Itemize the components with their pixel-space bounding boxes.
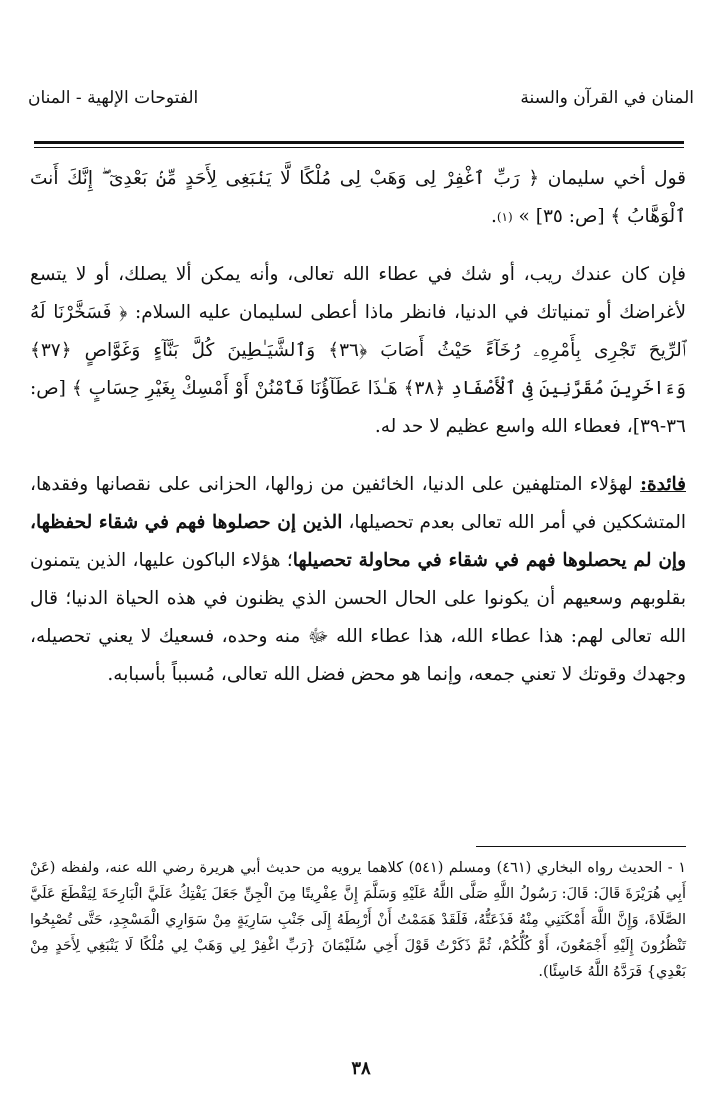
p2-text: فإن كان عندك ريب، أو شك في عطاء الله تعالى، وأنه يمكن ألا يصلك، أو لا يتسع لأغراضك أو تمنياتك في الدنيا، فانظر ماذا أعطى لسليمان عليه السلام: [30,264,687,323]
paragraph-1 [30,160,686,236]
footnote-1 [30,855,686,985]
footnote-1-line1: ١ - الحديث رواه البخاري (٤٦١) ومسلم (٥٤١) كلاهما يرويه من حديث أبي هريرة رضي الله عنه، ولفظه [60,860,687,876]
verse-ref-2: [ص: ٣٦-٣٩] [30,378,686,437]
header-book-title: المنان في القرآن والسنة [520,88,694,108]
benefit-label: فائدة: [640,474,686,495]
page-number: ٣٨ [351,1058,371,1079]
paragraph-3 [30,466,686,694]
quran-verse-1: ﴿ رَبِّ ٱغْفِرْ لِى وَهَبْ لِى مُلْكًا لَّا يَنۢبَغِى لِأَحَدٍ مِّنۢ بَعْدِىٓ ۖ إِنَّكَ أَنتَ ٱلْوَهَّابُ ﴾ [30,168,686,227]
p3-text-2: ؛ هؤلاء الباكون عليها، الذين يتمنون بقلوبهم وسعيهم أن يكونوا على الحال الحسن الذي يظنون في هذه الحياة الدنيا؛ قال الله تعالى لهم: هذا عطاء الله، هذا عطاء الله ﷻ منه وحده، فسعيك لا يعني تحصيله، وجهدك وقوتك لا تعني جمعه، وإنما هو محض فضل الله تعالى، مُسبباً بأسبابه. [30,550,686,685]
paragraph-2 [30,256,686,446]
verse-ref-1: [ص: ٣٥] » [518,206,611,227]
header-chapter-title: الفتوحات الإلهية - المنان [28,88,199,108]
footnote-1-hadith: (عَنْ أَبِي هُرَيْرَةَ قَالَ: قَالَ: رَسُولُ اللَّهِ صَلَّى اللَّهُ عَلَيْهِ وَسَلَّمَ إِنَّ عِفْرِيتًا مِنَ الْجِنِّ جَعَلَ يَفْتِكُ عَلَيَّ الْبَارِحَةَ لِيَقْطَعَ عَلَيَّ الصَّلَاةَ، وَإِنَّ اللَّهَ أَمْكَنَنِي مِنْهُ فَذَعَتُّهُ، فَلَقَدْ هَمَمْتُ أَنْ أَرْبِطَهُ إِلَى جَنْبِ سَارِيَةٍ مِنْ سَوَارِي الْمَسْجِدِ، حَتَّى تُصْبِحُوا تَنْظُرُونَ إِلَيْهِ أَجْمَعُونَ، أَوْ كُلُّكُمْ، ثُمَّ ذَكَرْتُ قَوْلَ أَخِي سُلَيْمَانَ {رَبِّ اغْفِرْ لِي وَهَبْ لِي مُلْكًا لَا يَنْبَغِي لِأَحَدٍ مِنْ بَعْدِي} فَرَدَّهُ اللَّهُ خَاسِئًا). [30,860,686,980]
p3-bold-text: الذين إن حصلوها فهم في شقاء لحفظها، وإن لم يحصلوها فهم في شقاء في محاولة تحصيلها [30,512,686,571]
quran-verse-2: ﴿ فَسَخَّرْنَا لَهُ ٱلرِّيحَ تَجْرِى بِأَمْرِهِۦ رُخَآءً حَيْثُ أَصَابَ ﴿٣٦﴾ وَٱلشَّيَـٰطِينَ كُلَّ بَنَّآءٍ وَغَوَّاصٍ ﴿٣٧﴾ وَءَاخَرِينَ مُقَرَّنِينَ فِى ٱلْأَصْفَادِ ﴿٣٨﴾ هَـٰذَا عَطَآؤُنَا فَٱمْنُنْ أَوْ أَمْسِكْ بِغَيْرِ حِسَابٍ ﴾ [30,302,686,399]
footnote-marker[interactable]: (١) [496,210,513,224]
running-header [28,84,694,120]
header-rule-thick [34,141,684,144]
p1-end: . [490,206,497,227]
p2-end: ، فعطاء الله واسع عظيم لا حد له. [374,416,633,437]
p1-intro: قول أخي سليمان [539,168,686,189]
main-text [30,160,686,694]
p3-text-1: لهؤلاء المتلهفين على الدنيا، الخائفين من زوالها، الحزانى على نقصانها وفقدها، المتشككين في أمر الله تعالى بعدم تحصيلها، [30,474,686,533]
footnote-separator [476,846,686,847]
footnotes [30,855,686,985]
header-rule-thin [34,147,684,148]
